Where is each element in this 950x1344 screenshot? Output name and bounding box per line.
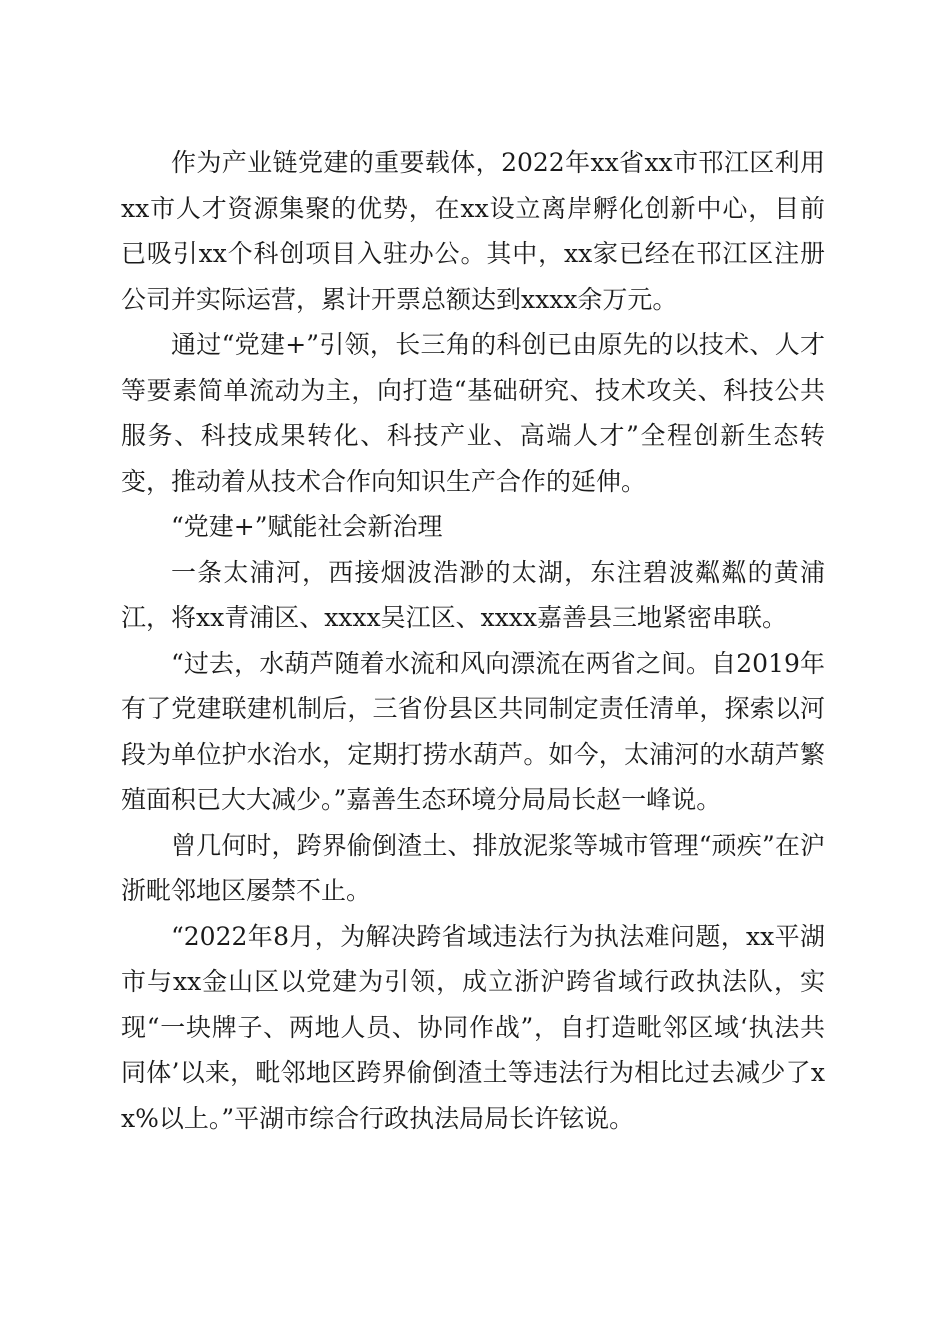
paragraph-innovation-ecosystem: 通过“党建+”引领，长三角的科创已由原先的以技术、人才等要素简单流动为主，向打造“基础研究、技术攻关、科技公共服务、科技成果转化、科技产业、高端人才”全程创新生态转变，推动着从技术合作向知识生产合作的延伸。 [121,330,825,496]
paragraph-incubation-center: 作为产业链党建的重要载体，2022年xx省xx市邗江区利用xx市人才资源集聚的优势，在xx设立离岸孵化创新中心，目前已吸引xx个科创项目入驻办公。其中，xx家已经在邗江区注册公司并实际运营，累计开票总额达到xxxx余万元。 [121,148,825,314]
document-body [121,140,825,1141]
paragraph-law-enforcement-quote: “2022年8月，为解决跨省域违法行为执法难问题，xx平湖市与xx金山区以党建为引领，成立浙沪跨省域行政执法队，实现“一块牌子、两地人员、协同作战”，自打造毗邻区域‘执法共同体’以来，毗邻地区跨界偷倒渣土等违法行为相比过去减少了xx%以上。”平湖市综合行政执法局局长许铉说。 [121,921,825,1133]
paragraph-water-hyacinth-quote: “过去，水葫芦随着水流和风向漂流在两省之间。自2019年有了党建联建机制后，三省份县区共同制定责任清单，探索以河段为单位护水治水，定期打捞水葫芦。如今，太浦河的水葫芦繁殖面积已大大减少。”嘉善生态环境分局局长赵一峰说。 [121,648,825,814]
paragraph-taipu-river: 一条太浦河，西接烟波浩渺的太湖，东注碧波粼粼的黄浦江，将xx青浦区、xxxx吴江区、xxxx嘉善县三地紧密串联。 [121,557,825,632]
paragraph-urban-management: 曾几何时，跨界偷倒渣土、排放泥浆等城市管理“顽疾”在沪浙毗邻地区屡禁不止。 [121,830,825,905]
section-heading-social-governance: “党建+”赋能社会新治理 [171,512,443,541]
